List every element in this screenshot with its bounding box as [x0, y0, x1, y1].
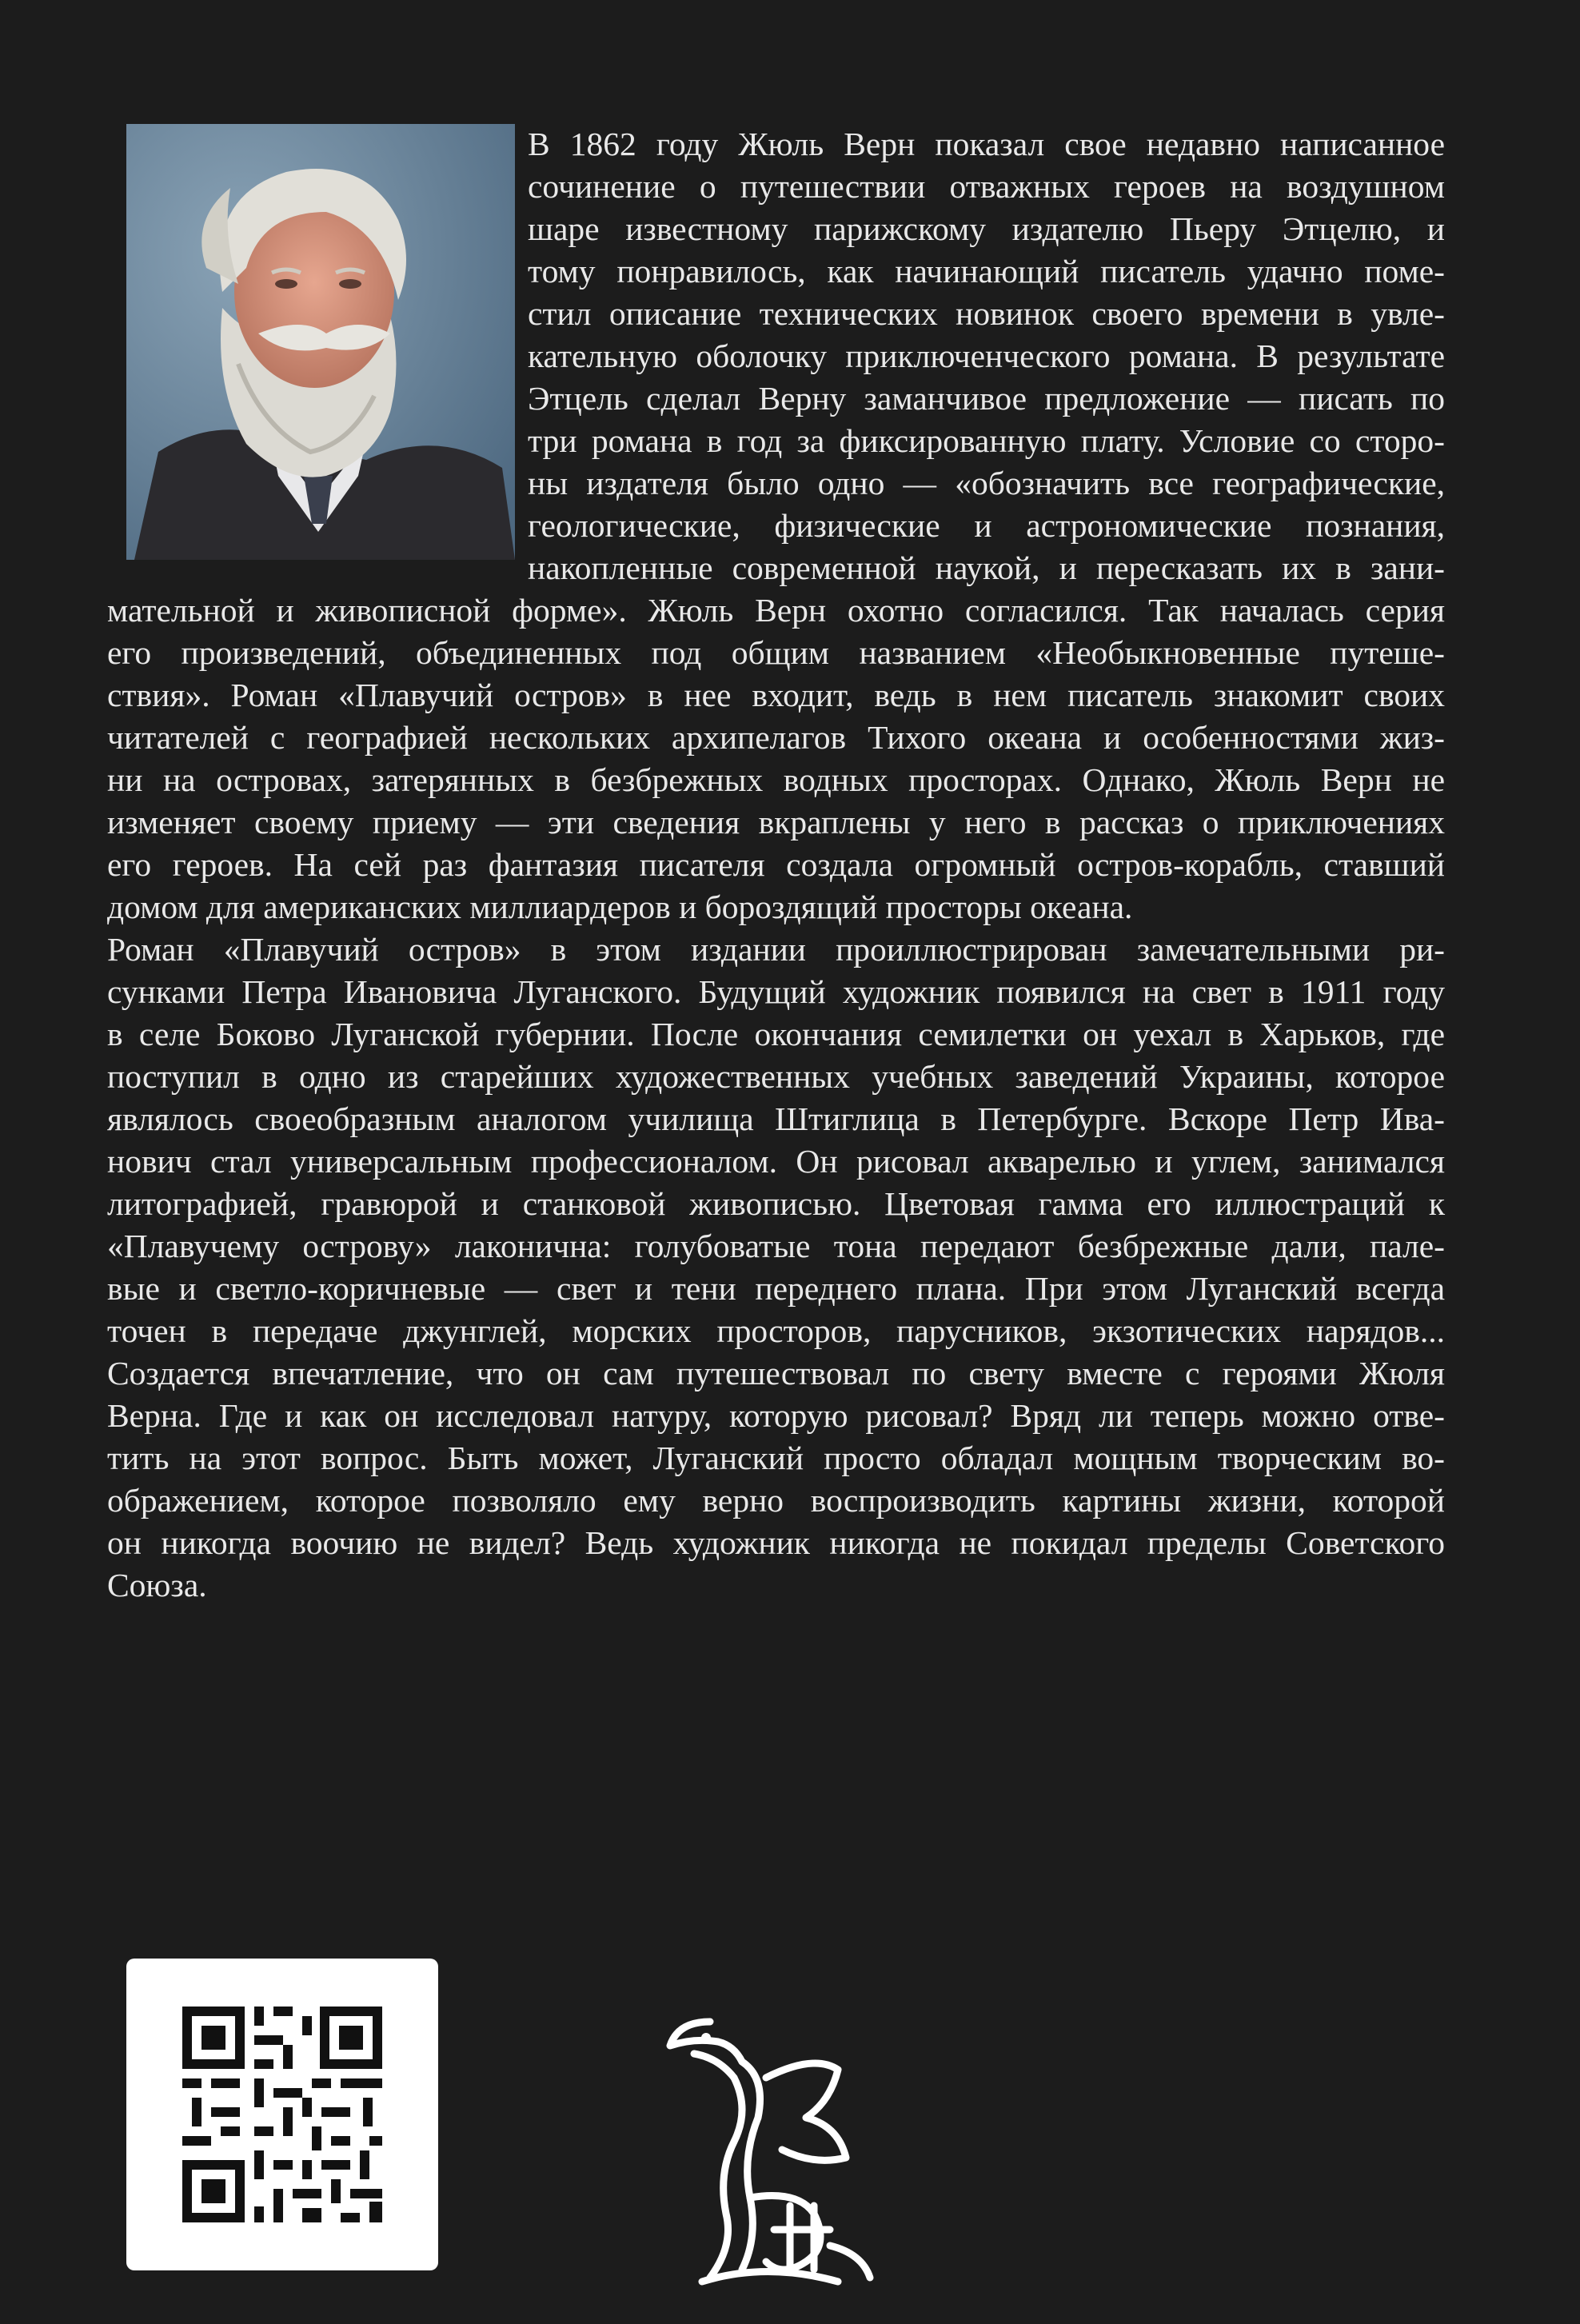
body-line: «Плавучему острову» лаконична: голубоватые тона передают безбрежные дали, пале-	[107, 1228, 1445, 1264]
body-line: литографией, гравюрой и станковой живописью. Цветовая гамма его иллюстраций к	[107, 1185, 1445, 1222]
body-line: кательную оболочку приключенческого романа. В результате	[528, 337, 1445, 374]
body-line: домом для американских миллиардеров и бороздящий просторы океана.	[107, 888, 1133, 925]
body-line: Верна. Где и как он исследовал натуру, которую рисовал? Вряд ли теперь можно отве-	[107, 1397, 1445, 1434]
body-line: шаре известному парижскому издателю Пьеру Этцелю, и	[528, 210, 1445, 247]
body-line: точен в передаче джунглей, морских просторов, парусников, экзотических нарядов...	[107, 1312, 1445, 1349]
publisher-dragon-logo	[646, 2006, 894, 2294]
body-line: геологические, физические и астрономические познания,	[528, 507, 1445, 544]
body-line: в селе Боково Луганской губернии. После окончания семилетки он уехал в Харьков, где	[107, 1016, 1445, 1052]
body-line: нович стал универсальным профессионалом. Он рисовал акварелью и углем, занимался	[107, 1143, 1445, 1180]
body-line: ображением, которое позволяло ему верно воспроизводить картины жизни, которой	[107, 1482, 1445, 1519]
body-line: ны издателя было одно — «обозначить все географические,	[528, 465, 1445, 501]
dragon-icon	[646, 2006, 894, 2294]
body-line: накопленные современной наукой, и пересказать их в зани-	[528, 549, 1445, 586]
body-line: ствия». Роман «Плавучий остров» в нее входит, ведь в нем писатель знакомит своих	[107, 677, 1445, 713]
body-line: тому понравилось, как начинающий писатель удачно поме-	[528, 253, 1445, 290]
body-line: вые и светло-коричневые — свет и тени переднего плана. При этом Луганский всегда	[107, 1270, 1445, 1307]
body-line: сочинение о путешествии отважных героев на воздушном	[528, 168, 1445, 205]
body-line: Этцель сделал Верну заманчивое предложение — писать по	[528, 380, 1445, 417]
body-line: стил описание технических новинок своего времени в увле-	[528, 295, 1445, 332]
body-line: ни на островах, затерянных в безбрежных водных просторах. Однако, Жюль Верн не	[107, 761, 1445, 798]
body-line: изменяет своему приему — эти сведения вкраплены у него в рассказ о приключениях	[107, 804, 1445, 841]
body-line: его героев. На сей раз фантазия писателя создала огромный остров-корабль, ставший	[107, 846, 1445, 883]
body-line: он никогда воочию не видел? Ведь художник никогда не покидал пределы Советского	[107, 1524, 1445, 1561]
body-line: его произведений, объединенных под общим названием «Необыкновенные путеше-	[107, 634, 1445, 671]
body-line: тить на этот вопрос. Быть может, Луганский просто обладал мощным творческим во-	[107, 1440, 1445, 1476]
body-line: Союза.	[107, 1567, 207, 1603]
body-line: сунками Петра Ивановича Луганского. Будущий художник появился на свет в 1911 году	[107, 973, 1445, 1010]
body-line: мательной и живописной форме». Жюль Верн охотно согласился. Так началась серия	[107, 592, 1445, 629]
qr-code-icon	[126, 1959, 438, 2270]
body-line: В 1862 году Жюль Верн показал свое недавно написанное	[528, 126, 1445, 162]
body-line: читателей с географией нескольких архипелагов Тихого океана и особенностями жиз-	[107, 719, 1445, 756]
body-line: три романа в год за фиксированную плату. Условие со сторо-	[528, 422, 1445, 459]
body-line: Роман «Плавучий остров» в этом издании проиллюстрирован замечательными ри-	[107, 931, 1445, 968]
body-line: поступил в одно из старейших художественных учебных заведений Украины, которое	[107, 1058, 1445, 1095]
body-line: являлось своеобразным аналогом училища Штиглица в Петербурге. Вскоре Петр Ива-	[107, 1100, 1445, 1137]
qr-code[interactable]	[126, 1959, 438, 2270]
body-line: Создается впечатление, что он сам путешествовал по свету вместе с героями Жюля	[107, 1355, 1445, 1392]
